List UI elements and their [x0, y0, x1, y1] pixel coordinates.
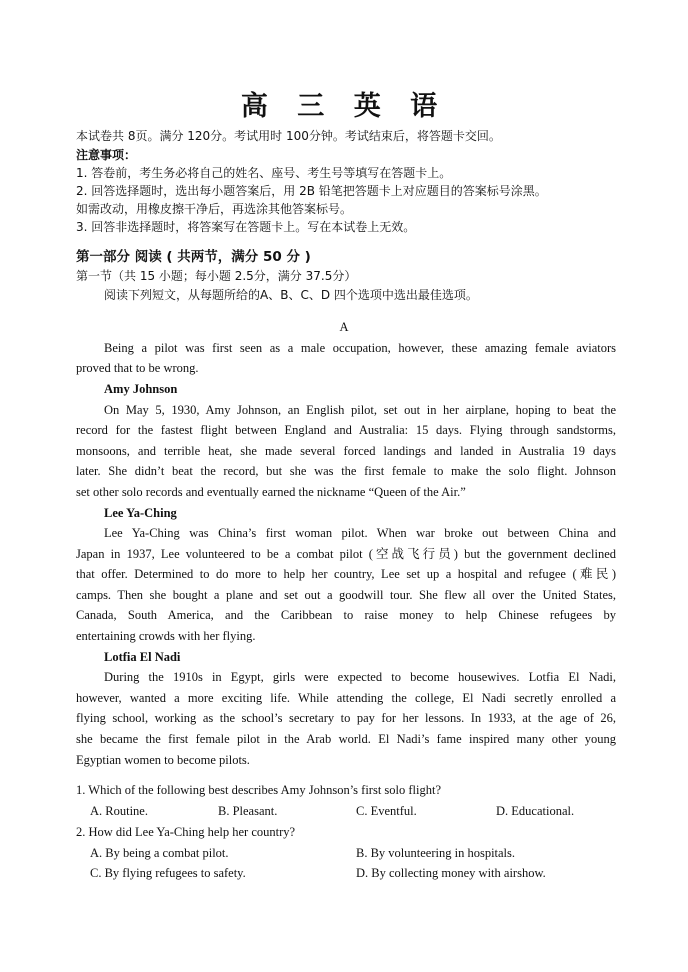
passage-line: later. She didn’t beat the record, but she was the first female to make the solo flight. Johnson: [76, 464, 616, 478]
answer-option: B. By volunteering in hospitals.: [356, 846, 516, 860]
section-line: 第一节（共 15 小题；每小题 2.5分，满分 37.5分）: [76, 269, 357, 283]
note-line: 3. 回答非选择题时，将答案写在答题卡上。写在本试卷上无效。: [76, 220, 416, 234]
passage-line: set other solo records and eventually earned the nickname “Queen of the Air.”: [76, 485, 466, 499]
passage-letter: A: [339, 320, 349, 334]
passage-line: monsoons, and terrible heat, she made several forced landings and landed in Australia 19 days: [76, 444, 616, 458]
answer-option: D. Educational.: [496, 804, 575, 818]
instruction-line: 阅读下列短文，从每题所给的A、B、C、D 四个选项中选出最佳选项。: [104, 288, 478, 302]
passage-line: Lee Ya-Ching was China’s first woman pilot. When war broke out between China and: [104, 526, 616, 540]
passage-line: that offer. Determined to do more to help her country, Lee set up a hospital and refugee (难民): [76, 567, 616, 581]
answer-option: A. By being a combat pilot.: [90, 846, 229, 860]
section-name-amy-johnson: Amy Johnson: [104, 382, 178, 396]
passage-line: Egyptian women to become pilots.: [76, 753, 250, 767]
passage-line: Canada, South America, and the Caribbean to raise money to help Chinese refugees by: [76, 608, 616, 622]
answer-option: A. Routine.: [90, 804, 148, 818]
passage-line: Being a pilot was first seen as a male occupation, however, these amazing female aviators: [104, 341, 616, 355]
passage-line: flying school, working as the school’s secretary to pay for her lessons. In 1933, at the age of 26,: [76, 711, 616, 725]
answer-option: C. Eventful.: [356, 804, 417, 818]
passage-line: During the 1910s in Egypt, girls were expected to become housewives. Lotfia El Nadi,: [104, 670, 616, 684]
passage-line: camps. Then she bought a plane and set out a goodwill tour. She flew all over the United States,: [76, 588, 616, 602]
note-line: 如需改动，用橡皮擦干净后，再选涂其他答案标号。: [76, 202, 353, 216]
note-line: 2. 回答选择题时，选出每小题答案后，用 2B 铅笔把答题卡上对应题目的答案标号涂黑。: [76, 184, 547, 198]
part-heading: 第一部分 阅读 ( 共两节，满分 50 分 ): [76, 249, 311, 265]
passage-line: record for the fastest flight between England and Australia: 15 days. Flying through sandstorms,: [76, 423, 616, 437]
question-stem: 1. Which of the following best describes Amy Johnson’s first solo flight?: [76, 783, 442, 797]
passage-line: proved that to be wrong.: [76, 361, 199, 375]
answer-option: B. Pleasant.: [218, 804, 278, 818]
note-line: 1. 答卷前，考生务必将自己的姓名、座号、考生号等填写在答题卡上。: [76, 166, 452, 180]
passage-line: however, wanted a more exciting life. While attending the college, El Nadi secretly enrolled a: [76, 691, 616, 705]
section-name-lee-ya-ching: Lee Ya-Ching: [104, 506, 177, 520]
page-title: 高 三 英 语: [240, 91, 448, 122]
exam-intro: 本试卷共 8页。满分 120分。考试用时 100分钟。考试结束后，将答题卡交回。: [76, 129, 501, 143]
answer-option: D. By collecting money with airshow.: [356, 866, 546, 880]
question-stem: 2. How did Lee Ya-Ching help her country?: [76, 825, 296, 839]
answer-option: C. By flying refugees to safety.: [90, 866, 246, 880]
passage-line: entertaining crowds with her flying.: [76, 629, 256, 643]
passage-line: Japan in 1937, Lee volunteered to be a combat pilot (空战飞行员) but the government declined: [76, 547, 616, 561]
notes-label: 注意事项：: [76, 148, 137, 162]
passage-line: she became the first female pilot in the Arab world. El Nadi’s fame inspired many other young: [76, 732, 616, 746]
passage-line: On May 5, 1930, Amy Johnson, an English pilot, set out in her airplane, hoping to beat the: [104, 403, 616, 417]
section-name-lotfia-el-nadi: Lotfia El Nadi: [104, 650, 181, 664]
